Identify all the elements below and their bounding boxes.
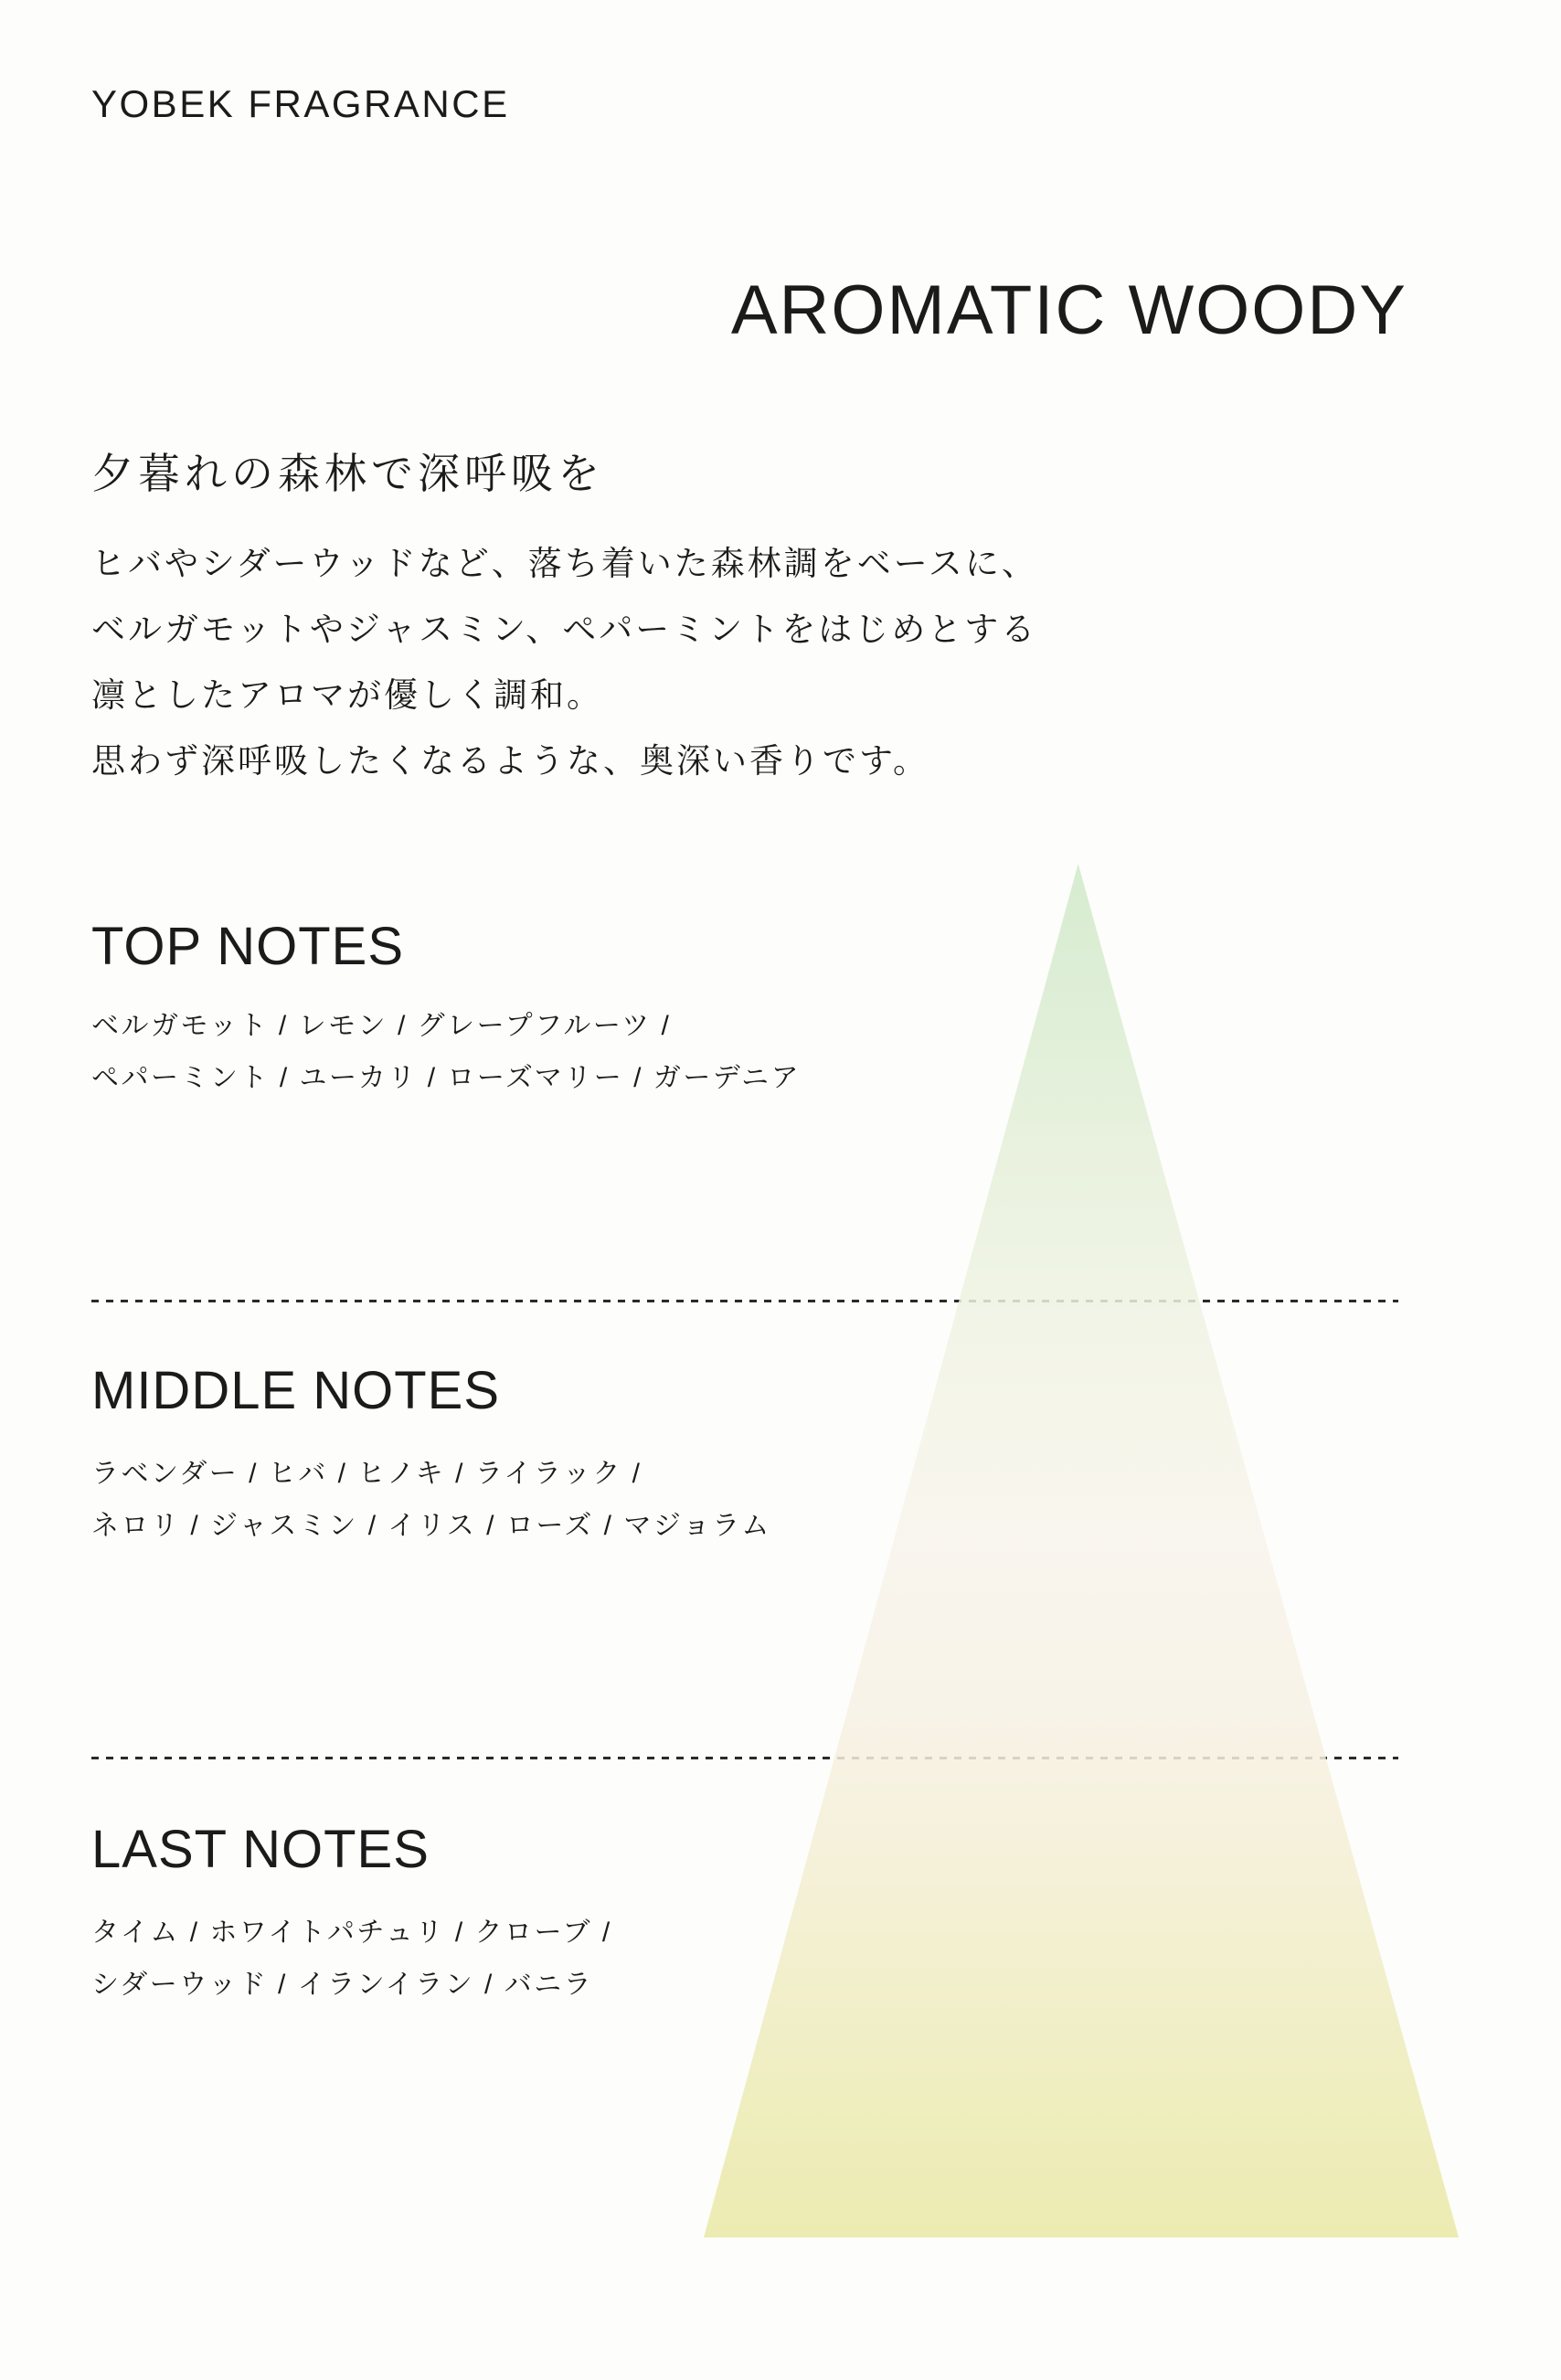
- section-heading-last-notes: LAST NOTES: [91, 1820, 430, 1879]
- notes-line: シダーウッド / イランイラン / バニラ: [91, 1970, 594, 2000]
- notes-line: ベルガモット / レモン / グレープフルーツ /: [91, 1011, 672, 1041]
- description-line: ベルガモットやジャスミン、ペパーミントをはじめとする: [91, 611, 1038, 648]
- description-line: ヒバやシダーウッドなど、落ち着いた森林調をベースに、: [91, 545, 1038, 582]
- description-line: 凛としたアロマが優しく調和。: [91, 676, 603, 714]
- notes-line: ネロリ / ジャスミン / イリス / ローズ / マジョラム: [91, 1511, 771, 1541]
- brand-name: YOBEK FRAGRANCE: [91, 82, 510, 125]
- tagline: 夕暮れの森林で深呼吸を: [91, 450, 604, 497]
- fragrance-pyramid-gradient: [704, 864, 1459, 2237]
- description-line: 思わず深呼吸したくなるような、奥深い香りです。: [91, 742, 930, 780]
- page-title: AROMATIC WOODY: [730, 271, 1407, 349]
- section-heading-middle-notes: MIDDLE NOTES: [91, 1361, 501, 1420]
- dotted-divider: [91, 1300, 1398, 1302]
- top-notes-list: [91, 1000, 801, 1104]
- description-paragraph: [91, 531, 1038, 794]
- notes-line: ラベンダー / ヒバ / ヒノキ / ライラック /: [91, 1459, 642, 1489]
- section-heading-top-notes: TOP NOTES: [91, 917, 405, 976]
- middle-notes-list: [91, 1448, 771, 1552]
- notes-line: ペパーミント / ユーカリ / ローズマリー / ガーデニア: [91, 1063, 802, 1093]
- notes-line: タイム / ホワイトパチュリ / クローブ /: [91, 1918, 612, 1948]
- last-notes-list: [91, 1907, 612, 2011]
